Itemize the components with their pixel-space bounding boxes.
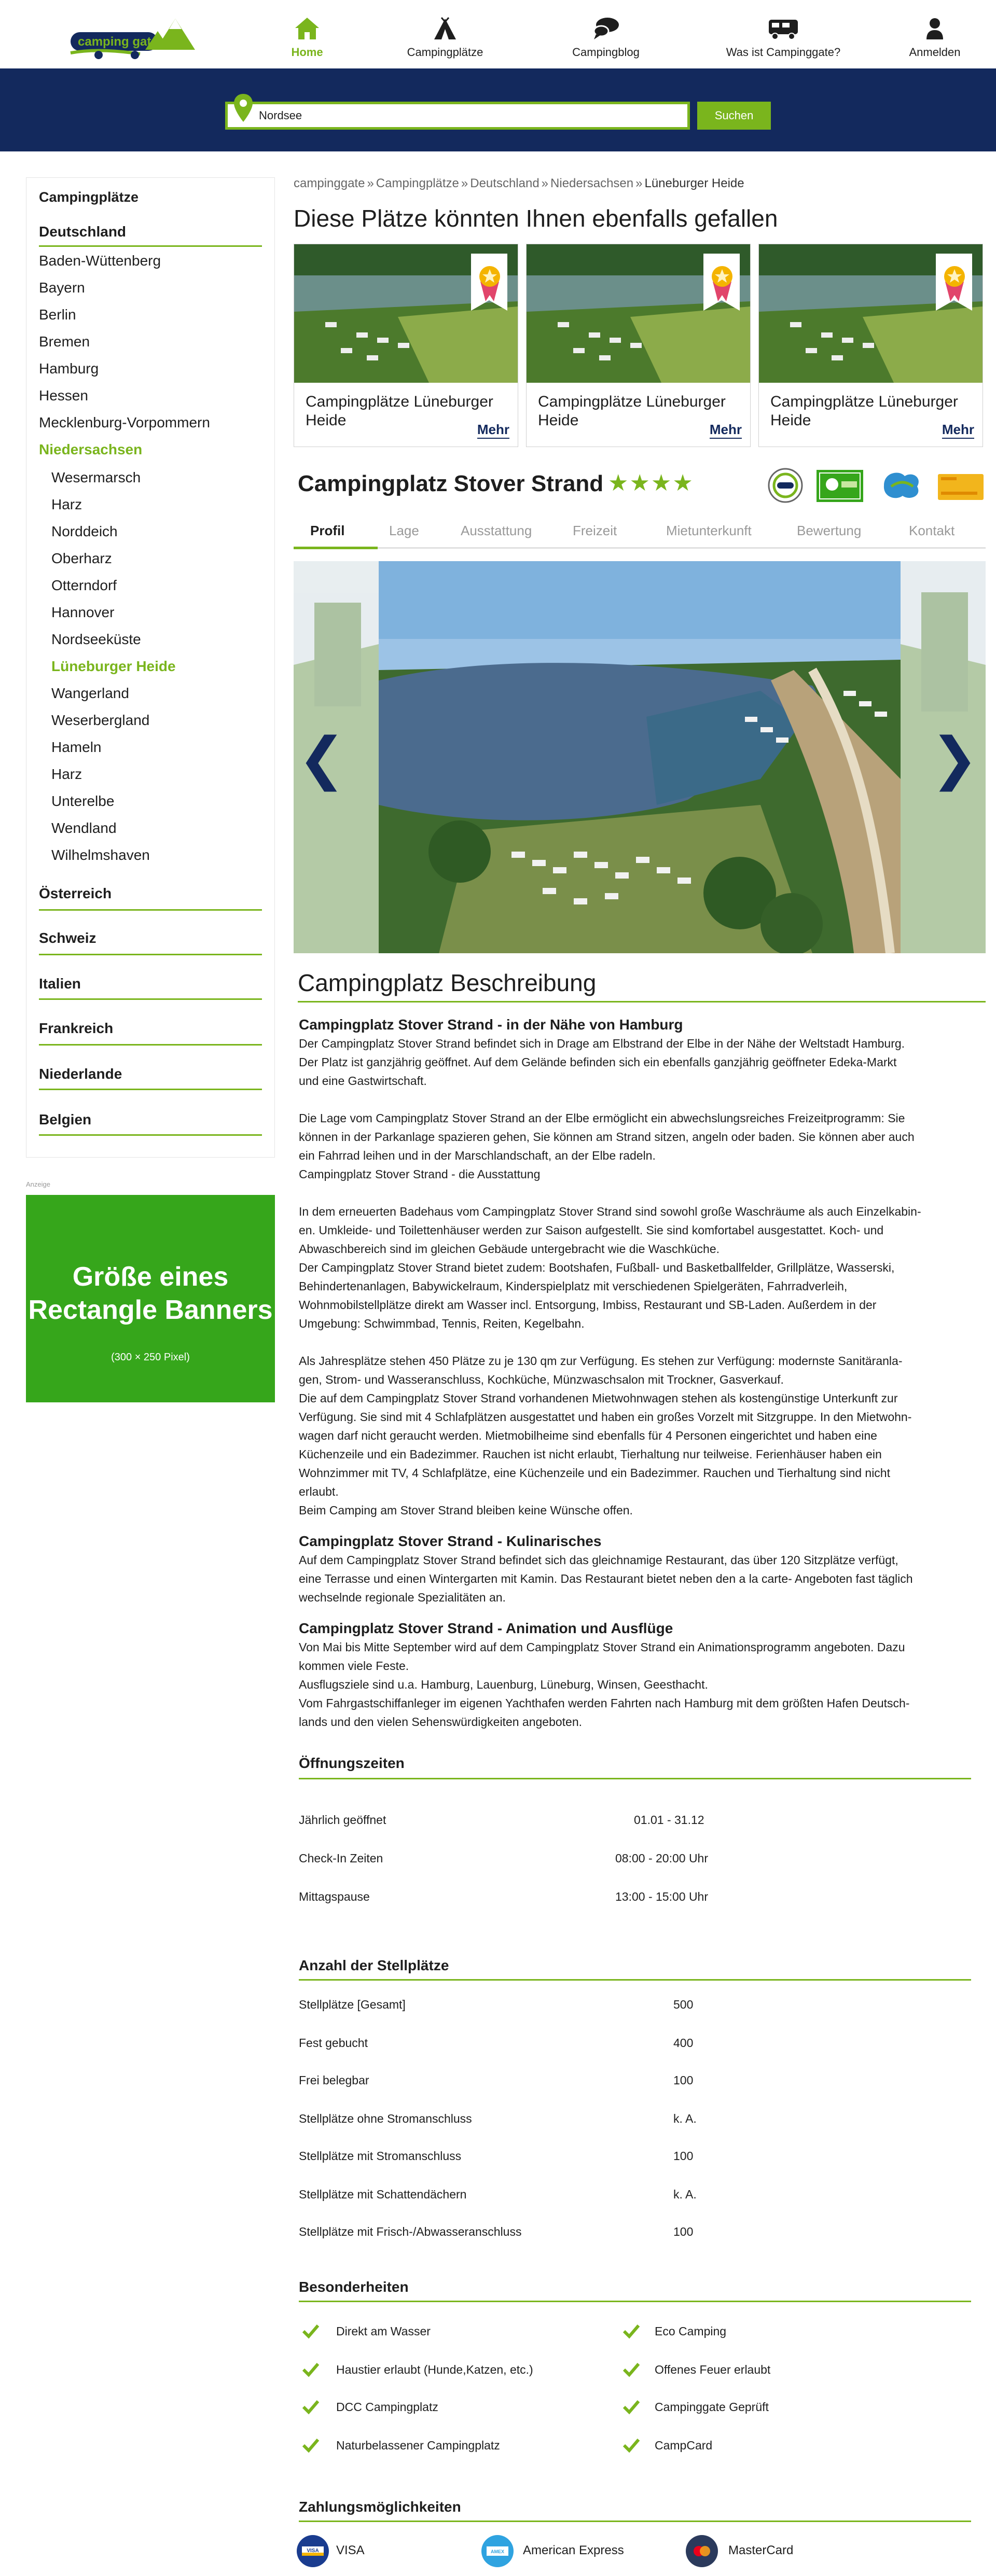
- sidebar-divider: [39, 1044, 262, 1046]
- nav-anmelden[interactable]: [867, 16, 996, 59]
- sidebar-divider: [39, 245, 262, 247]
- card-more-link[interactable]: Mehr: [477, 422, 509, 439]
- mastercard-icon: [686, 2535, 718, 2567]
- sidebar-region[interactable]: Unterelbe: [51, 793, 115, 809]
- description-heading: Campingplatz Stover Strand - in der Nähe von Hamburg: [299, 1017, 683, 1033]
- sidebar-region-active[interactable]: Lüneburger Heide: [51, 658, 176, 674]
- description-divider: [298, 1001, 986, 1002]
- sidebar-country[interactable]: Italien: [39, 976, 81, 992]
- breadcrumb-link[interactable]: Campingplätze: [376, 176, 459, 190]
- similar-place-card[interactable]: [526, 244, 751, 447]
- pitch-row-value: 100: [673, 2225, 694, 2238]
- description-heading: Campingplatz Stover Strand - Animation und Ausflüge: [299, 1620, 673, 1636]
- pitch-row-label: Stellplätze [Gesamt]: [299, 1998, 406, 2011]
- description-body: [299, 1015, 983, 1731]
- pitch-row-label: Frei belegbar: [299, 2073, 369, 2087]
- ad-subtitle: (300 × 250 Pixel): [111, 1352, 190, 1363]
- card-more-link[interactable]: Mehr: [942, 422, 974, 439]
- tab-lage[interactable]: Lage: [389, 523, 419, 538]
- feature-item: Offenes Feuer erlaubt: [655, 2363, 771, 2376]
- nav-campingplaetze[interactable]: [378, 16, 513, 59]
- pitch-row-label: Stellplätze mit Stromanschluss: [299, 2149, 462, 2163]
- sidebar-region[interactable]: Norddeich: [51, 523, 118, 539]
- card-title: Campingplätze Lüneburger Heide: [538, 393, 726, 429]
- ad-title-line-2: Rectangle Banners: [28, 1295, 273, 1325]
- sidebar-region[interactable]: Wendland: [51, 820, 117, 836]
- ad-label: Anzeige: [26, 1180, 50, 1188]
- home-icon: [294, 16, 320, 41]
- sidebar-heading: Campingplätze: [39, 189, 139, 205]
- description-paragraph: Die Lage vom Campingplatz Stover Strand an der Elbe ermöglicht ein abwechslungsreiches Freizeitprogramm: Sie können in der Parkanlage spazieren gehen, Sie können am Strand sitzen, angeln oder baden. Sie können aber auch ein Fahrrad leihen und in der Marschlandschaft, an der Elbe radeln. Campingplatz Stover Strand - die Ausstattung: [299, 1111, 915, 1181]
- pitch-row-label: Fest gebucht: [299, 2036, 368, 2050]
- gallery-prev-arrow[interactable]: ❮: [298, 725, 346, 791]
- features-title: Besonderheiten: [299, 2279, 409, 2295]
- svg-text:AMEX: AMEX: [490, 2549, 505, 2554]
- sidebar-country[interactable]: Niederlande: [39, 1066, 122, 1082]
- svg-text:VISA: VISA: [307, 2548, 319, 2554]
- opening-row-label: Check-In Zeiten: [299, 1851, 383, 1865]
- payment-label: American Express: [523, 2543, 624, 2557]
- description-paragraph: Als Jahresplätze stehen 450 Plätze zu je 130 qm zur Verfügung. Es stehen zur Verfügung: modernste Sanitäranla- gen, Strom- und Wasseranschluss, Kochküche, Münzwaschsalon mit Trockner, Gasverkauf. Die auf dem Campingplatz Stover Strand vorhandenen Mietwohnwagen stehen als kostengünstige Unterkunft zur Verfügung. Sie sind mit 4 Schlafplätzen ausgestattet und haben ein großes Vorzelt mit Sitzgruppe. In den Mietwohn- wagen darf nicht geraucht werden. Mietmobilheime sind ebenfalls für 4 Personen eingerichtet und haben eine Küchenzeile und ein Badezimmer. Rauchen ist nicht erlaubt, Tierhaltung nur teilweise. Ferienhäuser haben ein Wohnzimmer mit TV, 4 Schlafplätze, eine Küchenzeile und ein Badezimmer. Rauchen und Tierhaltung sind nicht erlaubt. Beim Camping am Stover Strand bleiben keine Wünsche offen.: [299, 1354, 912, 1517]
- card-title: Campingplätze Lüneburger Heide: [770, 393, 958, 429]
- location-pin-icon: [233, 93, 254, 123]
- breadcrumb-link[interactable]: campinggate: [294, 176, 365, 190]
- eco-camping-badge-icon: [817, 470, 863, 502]
- check-icon: [302, 2323, 320, 2339]
- nav-label-campingblog: Campingblog: [572, 46, 640, 59]
- nav-label-anmelden: Anmelden: [909, 46, 961, 59]
- pitch-row-value: 400: [673, 2036, 694, 2050]
- similar-places-title: Diese Plätze könnten Ihnen ebenfalls gefallen: [294, 205, 778, 232]
- sidebar-region[interactable]: Hameln: [51, 739, 102, 755]
- sidebar-state[interactable]: Berlin: [39, 307, 76, 323]
- campinggate-logo[interactable]: [67, 11, 195, 61]
- sidebar-country-deutschland[interactable]: Deutschland: [39, 224, 127, 240]
- tab-bewertung[interactable]: Bewertung: [797, 523, 862, 538]
- pitch-row-value: k. A.: [673, 2112, 697, 2125]
- campinggate-seal-icon: [769, 469, 802, 502]
- breadcrumb-link[interactable]: Deutschland: [470, 176, 540, 190]
- nav-label-home: Home: [291, 46, 323, 59]
- opening-hours-divider: [299, 1778, 971, 1779]
- sidebar-state[interactable]: Baden-Wüttenberg: [39, 253, 161, 269]
- sidebar: [26, 177, 275, 1158]
- breadcrumb-separator: »: [635, 176, 643, 190]
- sidebar-region[interactable]: Oberharz: [51, 550, 112, 566]
- sidebar-region[interactable]: Wangerland: [51, 685, 129, 701]
- chat-icon: [592, 16, 620, 41]
- opening-row-value: 08:00 - 20:00 Uhr: [615, 1851, 709, 1865]
- sidebar-state[interactable]: Mecklenburg-Vorpommern: [39, 414, 210, 430]
- active-tab-indicator: [294, 547, 378, 549]
- search-button[interactable]: Suchen: [697, 102, 771, 130]
- feature-item: Eco Camping: [655, 2324, 727, 2338]
- sidebar-state[interactable]: Hessen: [39, 387, 88, 403]
- sidebar-state-active[interactable]: Niedersachsen: [39, 441, 143, 457]
- award-badge-icon: [471, 254, 507, 316]
- sidebar-state[interactable]: Bayern: [39, 280, 85, 296]
- payment-label: VISA: [336, 2543, 365, 2557]
- tent-icon: [432, 16, 458, 41]
- award-badge-icon: [703, 254, 740, 316]
- check-icon: [302, 2438, 320, 2453]
- award-badge-icon: [936, 254, 972, 316]
- pitch-row-value: 100: [673, 2073, 694, 2087]
- sidebar-region[interactable]: Hannover: [51, 604, 115, 620]
- payment-label: MasterCard: [728, 2543, 794, 2557]
- sidebar-country[interactable]: Belgien: [39, 1111, 92, 1127]
- check-icon: [302, 2362, 320, 2377]
- sidebar-country[interactable]: Frankreich: [39, 1020, 114, 1036]
- sidebar-divider: [39, 1134, 262, 1136]
- logo-text: camping gate: [78, 35, 158, 49]
- opening-hours-title: Öffnungszeiten: [299, 1755, 405, 1771]
- check-icon: [622, 2438, 640, 2453]
- gallery-next-arrow[interactable]: ❯: [930, 725, 978, 791]
- search-input[interactable]: [259, 104, 684, 127]
- check-icon: [622, 2362, 640, 2377]
- pitch-row-value: 100: [673, 2149, 694, 2163]
- feature-item: CampCard: [655, 2439, 713, 2452]
- sidebar-divider: [39, 998, 262, 1000]
- sidebar-region[interactable]: Weserbergland: [51, 712, 150, 728]
- pitch-row-label: Stellplätze mit Frisch-/Abwasseranschluss: [299, 2225, 522, 2238]
- description-paragraph: Von Mai bis Mitte September wird auf dem Campingplatz Stover Strand ein Animationsprogramm angeboten. Dazu kommen viele Feste. Ausflugsziele sind u.a. Hamburg, Lauenburg, Lüneburg, Winsen, Geesthacht. Vom Fahrgastschiffanleger im eigenen Yachthafen werden Fahrten nach Hamburg mit dem größten Hafen Deutsch- lands und den vielen Sehenswürdigkeiten angeboten.: [299, 1640, 910, 1729]
- tab-freizeit[interactable]: Freizeit: [573, 523, 617, 538]
- breadcrumb: [294, 176, 744, 191]
- tab-profil[interactable]: Profil: [310, 523, 345, 538]
- pitch-row-label: Stellplätze mit Schattendächern: [299, 2188, 467, 2201]
- similar-place-card[interactable]: [294, 244, 518, 447]
- pitch-row-value: 500: [673, 1998, 694, 2011]
- pitches-divider: [299, 1979, 971, 1981]
- sidebar-divider: [39, 1089, 262, 1090]
- sidebar-region[interactable]: Harz: [51, 496, 82, 512]
- user-icon: [924, 16, 945, 41]
- campsite-name: Campingplatz Stover Strand: [298, 471, 604, 496]
- ad-title-line-1: Größe eines: [72, 1262, 229, 1292]
- pitch-row-label: Stellplätze ohne Stromanschluss: [299, 2112, 472, 2125]
- features-divider: [299, 2301, 971, 2302]
- site-header: [0, 0, 996, 68]
- sidebar-country[interactable]: Schweiz: [39, 930, 96, 946]
- opening-row-label: Jährlich geöffnet: [299, 1813, 386, 1827]
- dcc-badge-icon: [884, 473, 919, 498]
- pitches-title: Anzahl der Stellplätze: [299, 1957, 449, 1973]
- card-title: Campingplätze Lüneburger Heide: [306, 393, 493, 429]
- payment-divider: [299, 2521, 971, 2522]
- photo-gallery: [294, 561, 986, 953]
- card-more-link[interactable]: Mehr: [710, 422, 742, 439]
- campsite-tabs: [294, 520, 986, 549]
- payment-title: Zahlungsmöglichkeiten: [299, 2499, 461, 2515]
- search-box: [225, 102, 690, 130]
- opening-row-value: 13:00 - 15:00 Uhr: [615, 1890, 709, 1903]
- breadcrumb-current: Lüneburger Heide: [644, 176, 744, 190]
- feature-item: Naturbelassener Campingplatz: [336, 2439, 500, 2452]
- tab-ausstattung[interactable]: Ausstattung: [461, 523, 532, 538]
- description-paragraph: Auf dem Campingplatz Stover Strand befindet sich das gleichnamige Restaurant, das über 120 Sitzplätze verfügt, eine Terrasse und einen Wintergarten mit Kamin. Das Restaurant bietet neben den a la carte- Angeboten fast täglich wechselnde regionale Spezialitäten an.: [299, 1553, 913, 1604]
- star-rating: ★★★★: [608, 470, 694, 496]
- campcard-badge-icon: [938, 474, 984, 500]
- sidebar-state[interactable]: Bremen: [39, 333, 90, 350]
- tab-mietunterkunft[interactable]: Mietunterkunft: [666, 523, 752, 538]
- description-heading: Campingplatz Stover Strand - Kulinarisches: [299, 1533, 602, 1549]
- description-paragraph: Der Campingplatz Stover Strand befindet sich in Drage am Elbstrand der Elbe in der Nähe der Weltstadt Hamburg. Der Platz ist ganzjährig geöffnet. Auf dem Gelände befinden sich ein ebenfalls ganzjährig geöffneter Edeka-Markt und eine Gastwirtschaft.: [299, 1037, 905, 1088]
- description-title: Campingplatz Beschreibung: [298, 969, 597, 996]
- sidebar-region[interactable]: Harz: [51, 766, 82, 782]
- gallery-main-photo: [379, 561, 901, 953]
- feature-item: DCC Campingplatz: [336, 2400, 438, 2414]
- rectangle-banner-ad[interactable]: [26, 1195, 275, 1402]
- sidebar-region[interactable]: Otterndorf: [51, 577, 117, 593]
- nav-campingblog[interactable]: [538, 16, 673, 59]
- opening-row-label: Mittagspause: [299, 1890, 370, 1903]
- ad-title: [26, 1260, 275, 1327]
- feature-item: Haustier erlaubt (Hunde,Katzen, etc.): [336, 2363, 533, 2376]
- sidebar-divider: [39, 909, 262, 911]
- sidebar-country[interactable]: Österreich: [39, 885, 112, 901]
- breadcrumb-separator: »: [367, 176, 374, 190]
- breadcrumb-separator: »: [461, 176, 468, 190]
- check-icon: [622, 2399, 640, 2415]
- sidebar-region[interactable]: Wesermarsch: [51, 469, 141, 485]
- breadcrumb-separator: »: [541, 176, 549, 190]
- feature-item: Campinggate Geprüft: [655, 2400, 769, 2414]
- visa-icon: [297, 2535, 329, 2567]
- sidebar-region[interactable]: Wilhelmshaven: [51, 847, 150, 863]
- nav-was-ist-campinggate[interactable]: [716, 16, 851, 59]
- amex-icon: [481, 2535, 514, 2567]
- description-paragraph: In dem erneuerten Badehaus vom Campingplatz Stover Strand sind sowohl große Waschräume als auch Einzelkabin- en. Umkleide- und Toilettenhäuser werden zur Saison aufgestellt. Sie sind komfortabel ausgestattet. Koch- und Abwaschbereich sind im gleichen Gebäude untergebracht wie die Waschküche. Der Campingplatz Stover Strand bietet zudem: Bootshafen, Fußball- und Basketballfelder, Grillplätze, Wasserski, Behindertenanlagen, Babywickelraum, Kinderspielplatz mit verschiedenen Spielgeräten, Fahrradverleih, Wohnmobilstellplätze direkt am Wasser incl. Entsorgung, Imbiss, Restaurant und SB-Laden. Außerdem in der Umgebung: Schwimmbad, Tennis, Reiten, Kegelbahn.: [299, 1205, 921, 1330]
- feature-item: Direkt am Wasser: [336, 2324, 431, 2338]
- pitch-row-value: k. A.: [673, 2188, 697, 2201]
- opening-row-value: 01.01 - 31.12: [634, 1813, 704, 1827]
- check-icon: [622, 2323, 640, 2339]
- sidebar-divider: [39, 954, 262, 955]
- nav-home[interactable]: [240, 16, 375, 59]
- nav-label-was-ist-campinggate: Was ist Campinggate?: [726, 46, 841, 59]
- similar-place-card[interactable]: [758, 244, 983, 447]
- nav-label-campingplaetze: Campingplätze: [407, 46, 483, 59]
- camper-icon: [767, 16, 800, 41]
- sidebar-region[interactable]: Nordseeküste: [51, 631, 141, 647]
- certification-badges: [767, 467, 985, 504]
- sidebar-state[interactable]: Hamburg: [39, 360, 99, 377]
- tab-kontakt[interactable]: Kontakt: [909, 523, 955, 538]
- check-icon: [302, 2399, 320, 2415]
- breadcrumb-link[interactable]: Niedersachsen: [550, 176, 634, 190]
